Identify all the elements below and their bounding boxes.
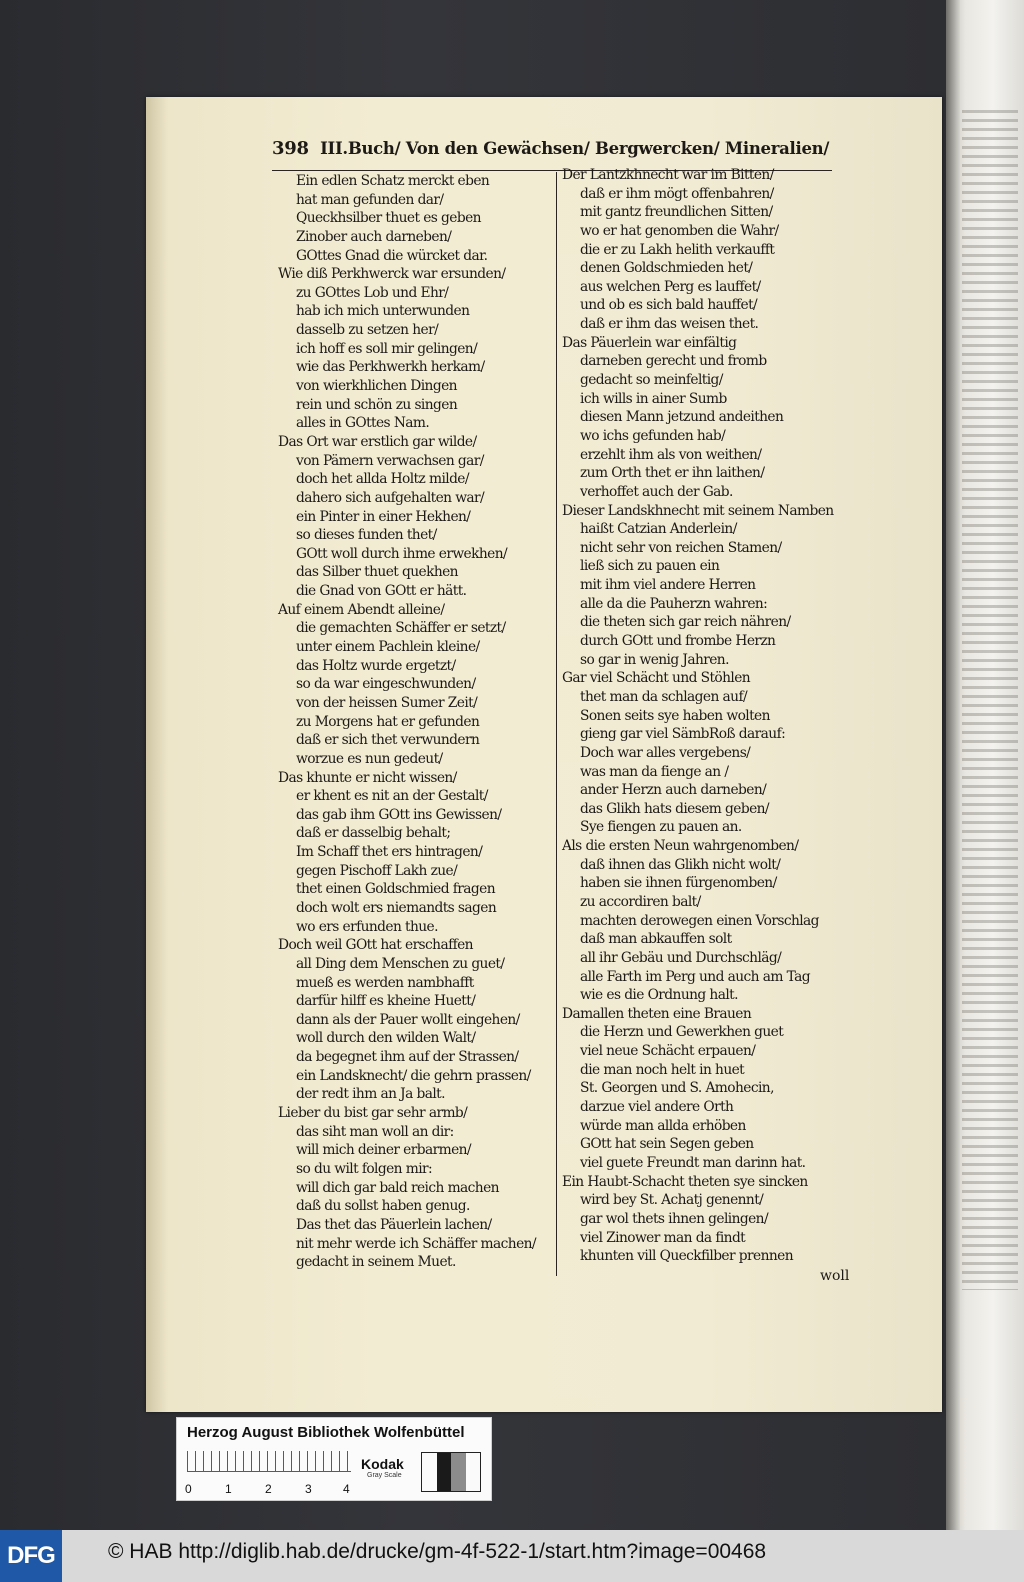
verse-line: wo er hat genomben die Wahr/	[580, 222, 779, 239]
verse-line: was man da fienge an /	[580, 763, 729, 780]
verse-line: thet man da schlagen auf/	[580, 688, 748, 705]
verse-line: Dieser Landskhnecht mit seinem Namben	[562, 502, 834, 519]
verse-line: so gar in wenig Jahren.	[580, 651, 729, 668]
verse-line: Das Päuerlein war einfältig	[562, 334, 737, 351]
verse-line: darfür hilff es kheine Huett/	[296, 993, 476, 1010]
verse-line: Lieber du bist gar sehr armb/	[278, 1105, 468, 1122]
verse-line: Queckhsilber thuet es geben	[296, 210, 481, 227]
verse-line: ein Pinter in einer Hekhen/	[296, 508, 471, 525]
verse-line: wo ichs gefunden hab/	[580, 427, 726, 444]
verse-line: will mich deiner erbarmen/	[296, 1142, 471, 1159]
verse-line: und ob es sich bald hauffet/	[580, 297, 758, 314]
verse-line: Doch war alles vergebens/	[580, 744, 751, 761]
verse-line: ich wills in ainer Sumb	[580, 390, 727, 407]
verse-line: Als die ersten Neun wahrgenomben/	[562, 838, 799, 855]
running-title: III.Buch/ Von den Gewächsen/ Bergwercken/ Mineralien/	[320, 139, 830, 158]
verse-line: durch GOtt und frombe Herzn	[580, 633, 776, 650]
verse-line: der redt ihm an Ja balt.	[296, 1086, 445, 1103]
verse-line: Doch weil GOtt hat erschaffen	[278, 937, 473, 954]
verse-line: alle da die Pauherzn wahren:	[580, 595, 768, 612]
verse-line: dahero sich aufgehalten war/	[296, 489, 485, 506]
verse-line: diesen Mann jetzund andeithen	[580, 409, 784, 426]
gray-scale-patch	[421, 1452, 481, 1492]
verse-line: das Glikh hats diesem geben/	[580, 800, 769, 817]
verse-line: wie es die Ordnung halt.	[580, 987, 738, 1004]
verse-line: rein und schön zu singen	[296, 396, 458, 413]
verse-line: so da war eingeschwunden/	[296, 676, 476, 693]
library-label-card	[176, 1417, 492, 1501]
verse-line: viel guete Freundt man darinn hat.	[580, 1154, 806, 1171]
verse-line: wo ers erfunden thue.	[296, 918, 438, 935]
verse-line: St. Georgen und S. Amohecin,	[580, 1080, 774, 1097]
verse-line: die theten sich gar reich nähren/	[580, 614, 791, 631]
verse-line: ließ sich zu pauen ein	[580, 558, 720, 575]
page-number: 398	[272, 138, 309, 159]
verse-line: ein Landsknecht/ die gehrn prassen/	[296, 1067, 531, 1084]
verse-line: machten derowegen einen Vorschlag	[580, 912, 819, 929]
verse-line: hab ich mich unterwunden	[296, 303, 470, 320]
verse-line: die man noch helt in huet	[580, 1061, 745, 1078]
verse-line: all Ding dem Menschen zu guet/	[296, 955, 505, 972]
verse-line: zum Orth thet er ihn laithen/	[580, 465, 765, 482]
verse-line: dasselb zu setzen her/	[296, 322, 439, 339]
verse-line: worzue es nun gedeut/	[296, 750, 443, 767]
verse-line: er khent es nit an der Gestalt/	[296, 788, 488, 805]
verse-line: Im Schaff thet ers hintragen/	[296, 844, 483, 861]
page-gutter-shade	[146, 97, 168, 1412]
scale-ruler	[187, 1451, 351, 1472]
verse-line: das gab ihm GOtt ins Gewissen/	[296, 806, 502, 823]
verse-line: die er zu Lakh helith verkaufft	[580, 241, 775, 258]
verse-line: die gemachten Schäffer er setzt/	[296, 620, 506, 637]
verse-line: Sonen seits sye haben wolten	[580, 707, 770, 724]
verse-line: GOtt hat sein Segen geben	[580, 1136, 754, 1153]
verse-line: gegen Pischoff Lakh zue/	[296, 862, 458, 879]
verse-line: dann als der Pauer wollt eingehen/	[296, 1011, 520, 1028]
verse-line: viel neue Schächt erpauen/	[580, 1043, 756, 1060]
verse-line: woll durch den wilden Walt/	[296, 1030, 476, 1047]
verse-line: gieng gar viel SämbRoß darauf:	[580, 726, 786, 743]
verse-line: khunten vill Queckfilber prennen	[580, 1248, 793, 1265]
ruler-number: 3	[305, 1482, 312, 1496]
library-name: Herzog August Bibliothek Wolfenbüttel	[187, 1424, 465, 1441]
verse-line: das Holtz wurde ergetzt/	[296, 657, 456, 674]
verse-line: Das thet das Päuerlein lachen/	[296, 1216, 492, 1233]
verse-line: gar wol thets ihnen gelingen/	[580, 1210, 769, 1227]
verse-line: haißt Catzian Anderlein/	[580, 521, 737, 538]
verse-line: mit ihm viel andere Herren	[580, 577, 756, 594]
verse-line: mit gantz freundlichen Sitten/	[580, 204, 773, 221]
adjacent-page-shadow	[946, 0, 960, 1540]
verse-line: daß er ihm mögt offenbahren/	[580, 185, 774, 202]
verse-line: GOttes Gnad die würcket dar.	[296, 247, 488, 264]
verse-line: so du wilt folgen mir:	[296, 1160, 433, 1177]
ruler-number: 1	[225, 1482, 232, 1496]
verse-line: nicht sehr von reichen Stamen/	[580, 539, 782, 556]
verse-line: gedacht in seinem Muet.	[296, 1254, 456, 1271]
verse-line: daß ihnen das Glikh nicht wolt/	[580, 856, 781, 873]
verse-line: die Herzn und Gewerkhen guet	[580, 1024, 784, 1041]
adjacent-page-text	[962, 110, 1018, 1290]
verse-line: das Silber thuet quekhen	[296, 564, 458, 581]
verse-line: thet einen Goldschmied fragen	[296, 881, 495, 898]
verse-line: doch wolt ers niemandts sagen	[296, 899, 497, 916]
verse-line: darneben gerecht und fromb	[580, 353, 767, 370]
verse-line: Zinober auch darneben/	[296, 228, 452, 245]
verse-line: Das Ort war erstlich gar wilde/	[278, 433, 477, 450]
verse-line: haben sie ihnen fürgenomben/	[580, 875, 777, 892]
column-rule	[556, 172, 557, 1276]
verse-line: alles in GOttes Nam.	[296, 415, 430, 432]
verse-line: denen Goldschmieden het/	[580, 260, 753, 277]
verse-line: ander Herzn auch darneben/	[580, 782, 767, 799]
ruler-number: 0	[185, 1482, 192, 1496]
verse-line: aus welchen Perg es lauffet/	[580, 278, 761, 295]
verse-line: zu accordiren balt/	[580, 893, 701, 910]
dfg-logo: DFG	[0, 1530, 62, 1582]
verse-line: Der Lantzkhnecht war im Bitten/	[562, 167, 774, 183]
verse-line: Damallen theten eine Brauen	[562, 1005, 752, 1022]
verse-line: so dieses funden thet/	[296, 527, 437, 544]
footer-copyright-link[interactable]: © HAB http://diglib.hab.de/drucke/gm-4f-522-1/start.htm?image=00468	[108, 1540, 767, 1563]
kodak-logo: Kodak	[361, 1456, 404, 1472]
verse-line: Wie diß Perkhwerck war ersunden/	[278, 266, 506, 283]
verse-line: alle Farth im Perg und auch am Tag	[580, 968, 810, 985]
verse-line: da begegnet ihm auf der Strassen/	[296, 1049, 519, 1066]
verse-line: Sye fiengen zu pauen an.	[580, 819, 742, 836]
verse-line: erzehlt ihm als von weithen/	[580, 446, 762, 463]
verse-line: daß er ihm das weisen thet.	[580, 316, 759, 333]
verse-line: unter einem Pachlein kleine/	[296, 639, 480, 656]
left-column	[278, 172, 536, 1272]
verse-line: mueß es werden nambhafft	[296, 974, 474, 991]
ruler-number: 4	[343, 1482, 350, 1496]
verse-line: hat man gefunden dar/	[296, 191, 444, 208]
verse-line: zu GOttes Lob und Ehr/	[296, 284, 449, 301]
verse-line: Auf einem Abendt alleine/	[278, 601, 445, 618]
kodak-subtitle: Gray Scale	[367, 1472, 402, 1479]
verse-line: daß man abkauffen solt	[580, 931, 732, 948]
verse-line: von der heissen Sumer Zeit/	[296, 694, 478, 711]
catchword: woll	[820, 1268, 850, 1284]
verse-line: viel Zinower man da findt	[580, 1229, 746, 1246]
verse-line: Ein Haubt-Schacht theten sye sincken	[562, 1173, 808, 1190]
verse-line: ich hoff es soll mir gelingen/	[296, 340, 478, 357]
verse-line: Ein edlen Schatz merckt eben	[296, 173, 490, 189]
verse-line: daß er sich thet verwundern	[296, 732, 480, 749]
ruler-number: 2	[265, 1482, 272, 1496]
verse-line: daß du sollst haben genug.	[296, 1198, 470, 1215]
verse-line: gedacht so meinfeltig/	[580, 372, 723, 389]
verse-line: Gar viel Schächt und Stöhlen	[562, 670, 751, 687]
verse-line: wie das Perkhwerkh herkam/	[296, 359, 485, 376]
verse-line: doch het allda Holtz milde/	[296, 471, 469, 488]
verse-line: will dich gar bald reich machen	[296, 1179, 499, 1196]
verse-line: von wierkhlichen Dingen	[296, 378, 457, 395]
verse-line: verhoffet auch der Gab.	[580, 483, 733, 500]
right-column	[562, 166, 834, 1266]
verse-line: darzue viel andere Orth	[580, 1099, 734, 1116]
verse-line: wird bey St. Achatj genennt/	[580, 1192, 764, 1209]
verse-line: nit mehr werde ich Schäffer machen/	[296, 1235, 536, 1252]
verse-line: die Gnad von GOtt er hätt.	[296, 583, 467, 600]
verse-line: GOtt woll durch ihme erwekhen/	[296, 545, 508, 562]
verse-line: zu Morgens hat er gefunden	[296, 713, 480, 730]
verse-line: das siht man woll an dir:	[296, 1123, 454, 1140]
verse-line: all ihr Gebäu und Durchschläg/	[580, 949, 782, 966]
verse-line: daß er dasselbig behalt;	[296, 825, 451, 842]
verse-line: würde man allda erhöben	[580, 1117, 746, 1134]
verse-line: von Pämern verwachsen gar/	[296, 452, 484, 469]
verse-line: Das khunte er nicht wissen/	[278, 769, 457, 786]
